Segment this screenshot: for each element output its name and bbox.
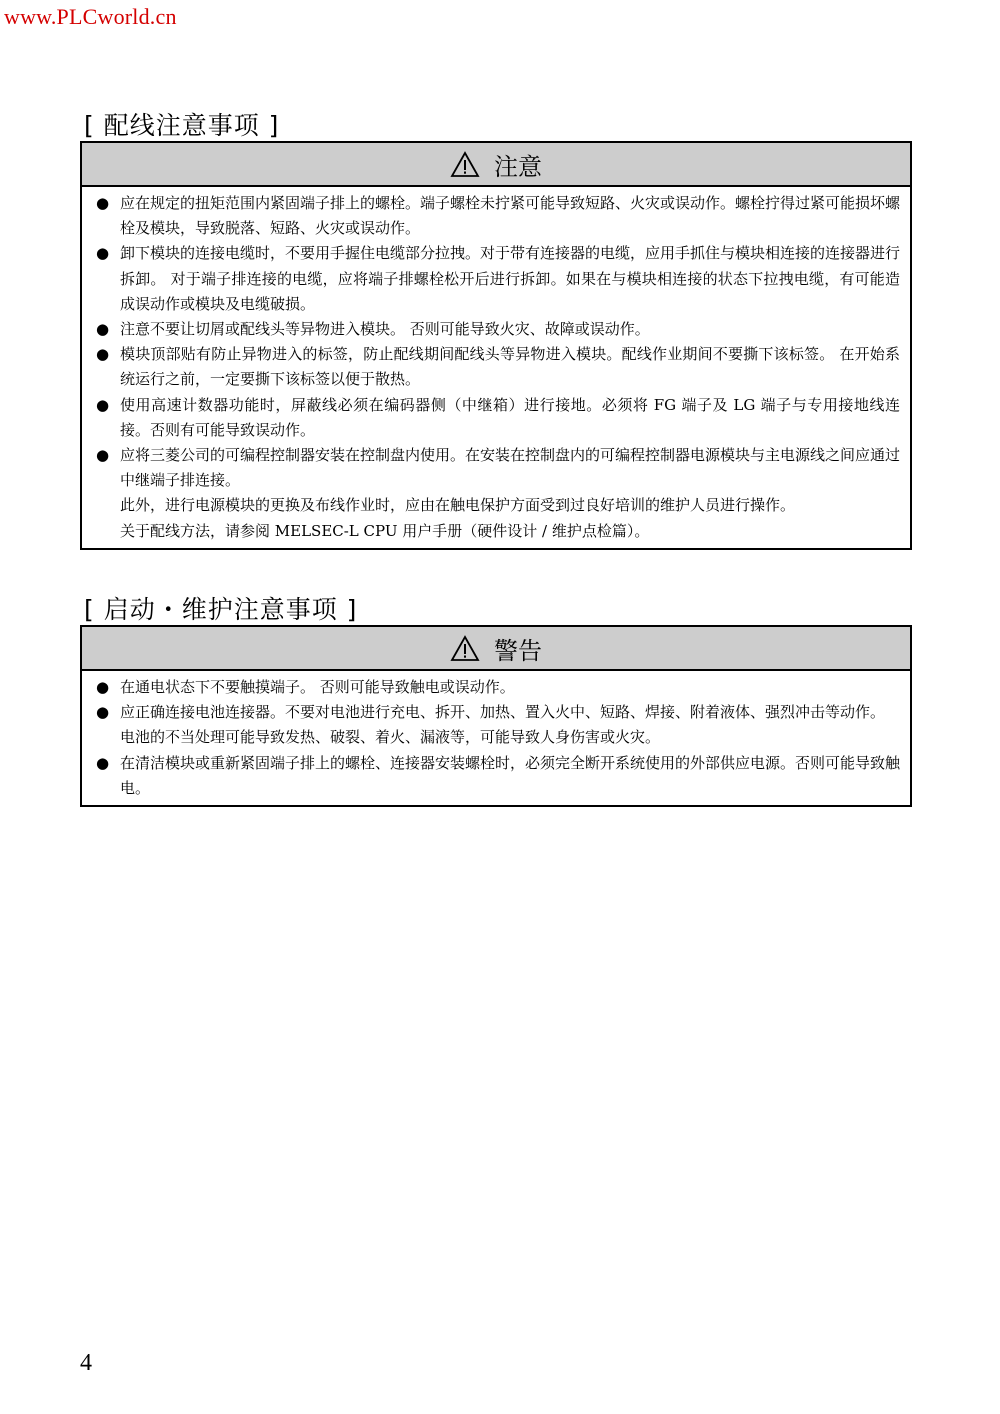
startup-warning-box	[80, 625, 912, 807]
list-item-text: 关于配线方法，请参阅 MELSEC-L CPU 用户手册（硬件设计 / 维护点检篇）。	[120, 521, 650, 540]
bullet-icon: ●	[96, 678, 110, 696]
list-item-text: 模块顶部贴有防止异物进入的标签，防止配线期间配线头等异物进入模块。配线作业期间不要撕下该标签。 在开始系统运行之前，一定要撕下该标签以便于散热。	[120, 345, 900, 389]
warning-triangle-icon	[450, 635, 480, 662]
bullet-icon	[96, 725, 120, 750]
list-item-text: 使用高速计数器功能时，屏蔽线必须在编码器侧（中继箱）进行接地。必须将 FG 端子及 LG 端子与专用接地线连接。否则有可能导致误动作。	[120, 395, 900, 439]
list-item-text: 应将三菱公司的可编程控制器安装在控制盘内使用。在安装在控制盘内的可编程控制器电源模块与主电源线之间应通过中继端子排连接。	[120, 446, 901, 490]
watermark: www.PLCworld.cn	[4, 4, 177, 29]
startup-section-title: [ 启动・维护注意事项 ]	[84, 595, 358, 624]
bullet-icon: ●	[96, 194, 110, 212]
list-item	[96, 317, 900, 342]
list-item-text: 卸下模块的连接电缆时，不要用手握住电缆部分拉拽。对于带有连接器的电缆，应用手抓住与模块相连接的连接器进行拆卸。 对于端子排连接的电缆，应将端子排螺栓松开后进行拆卸。如果在与模块相连接的状态下拉拽电缆，有可能造成误动作或模块及电缆破损。	[120, 244, 901, 313]
list-item-text: 在清洁模块或重新紧固端子排上的螺栓、连接器安装螺栓时，必须完全断开系统使用的外部供应电源。否则可能导致触电。	[120, 753, 901, 797]
wiring-section-title: [ 配线注意事项 ]	[84, 111, 280, 140]
list-item	[96, 191, 900, 241]
list-item	[96, 342, 900, 392]
warning-label: 警告	[494, 636, 542, 665]
bullet-icon: ●	[96, 320, 110, 339]
warning-header	[82, 627, 910, 671]
caution-label: 注意	[494, 152, 542, 181]
list-item	[96, 443, 900, 493]
list-item	[96, 751, 900, 801]
warning-triangle-icon	[450, 151, 480, 178]
page-number: 4	[80, 1350, 92, 1376]
list-item	[96, 675, 900, 700]
list-item	[96, 241, 900, 317]
list-item-text: 此外，进行电源模块的更换及布线作业时，应由在触电保护方面受到过良好培训的维护人员进行操作。	[120, 496, 796, 515]
list-item	[96, 493, 900, 518]
bullet-icon	[96, 493, 120, 518]
list-item	[96, 725, 900, 750]
wiring-caution-box	[80, 141, 912, 550]
startup-items-list	[82, 671, 910, 805]
list-item-text: 电池的不当处理可能导致发热、破裂、着火、漏液等，可能导致人身伤害或火灾。	[120, 728, 661, 747]
bullet-icon: ●	[96, 446, 110, 465]
list-item-text: 注意不要让切屑或配线头等异物进入模块。 否则可能导致火灾、故障或误动作。	[120, 320, 650, 339]
bullet-icon: ●	[96, 753, 110, 772]
bullet-icon: ●	[96, 244, 110, 263]
list-item	[96, 700, 900, 725]
list-item-text: 应在规定的扭矩范围内紧固端子排上的螺栓。端子螺栓未拧紧可能导致短路、火灾或误动作。螺栓拧得过紧可能损坏螺栓及模块，导致脱落、短路、火灾或误动作。	[120, 194, 901, 238]
list-item-text: 在通电状态下不要触摸端子。 否则可能导致触电或误动作。	[120, 678, 515, 696]
list-item	[96, 393, 900, 443]
bullet-icon: ●	[96, 703, 110, 722]
list-item-text: 应正确连接电池连接器。不要对电池进行充电、拆开、加热、置入火中、短路、焊接、附着液体、强烈冲击等动作。	[120, 703, 886, 722]
wiring-items-list	[82, 187, 910, 548]
bullet-icon	[96, 519, 120, 544]
bullet-icon: ●	[96, 395, 110, 414]
list-item	[96, 519, 900, 544]
caution-header	[82, 143, 910, 187]
bullet-icon: ●	[96, 345, 110, 364]
